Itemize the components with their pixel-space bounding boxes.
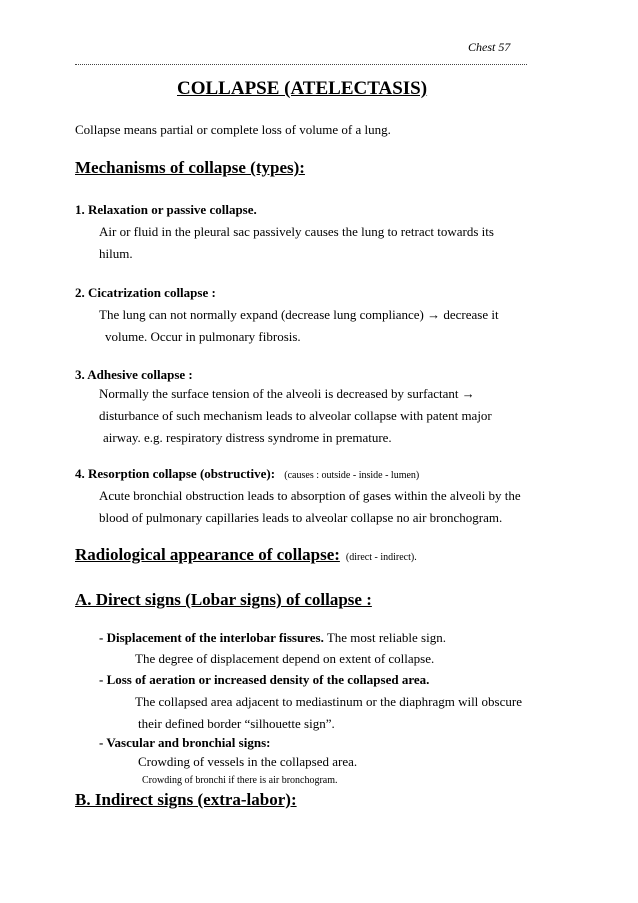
direct-sign-title: - Vascular and bronchial signs: <box>99 735 271 750</box>
intro-text: Collapse means partial or complete loss of volume of a lung. <box>75 122 391 137</box>
mechanism-title-text: 4. Resorption collapse (obstructive): <box>75 466 276 481</box>
mechanism-text: hilum. <box>99 246 133 261</box>
radiological-note: (direct - indirect). <box>345 552 417 563</box>
mechanism-text: disturbance of such mechanism leads to alveolar collapse with patent major <box>99 408 492 423</box>
mechanism-text: Normally the surface tension of the alveoli is decreased by surfactant → <box>99 386 475 401</box>
radiological-heading <box>75 545 417 565</box>
mechanism-title: 1. Relaxation or passive collapse. <box>75 202 257 217</box>
mechanism-text: blood of pulmonary capillaries leads to alveolar collapse no air bronchogram. <box>99 510 503 525</box>
mechanism-title <box>75 466 419 482</box>
mechanism-text: volume. Occur in pulmonary fibrosis. <box>105 329 301 344</box>
page-title: COLLAPSE (ATELECTASIS) <box>177 78 428 99</box>
mechanism-title: 2. Cicatrization collapse : <box>75 285 216 300</box>
direct-sign-title <box>99 630 446 646</box>
mechanism-text: Acute bronchial obstruction leads to absorption of gases within the alveoli by the <box>99 488 521 503</box>
direct-sign-text: The degree of displacement depend on extent of collapse. <box>135 651 435 666</box>
direct-signs-heading: A. Direct signs (Lobar signs) of collapse : <box>75 590 372 609</box>
mechanism-text: airway. e.g. respiratory distress syndrome in premature. <box>103 430 392 445</box>
direct-sign-text: Crowding of vessels in the collapsed area. <box>138 754 358 769</box>
mechanisms-heading: Mechanisms of collapse (types): <box>75 158 305 177</box>
header-divider <box>75 64 527 65</box>
direct-sign-text: their defined border “silhouette sign”. <box>138 716 335 731</box>
page-header-label: Chest 57 <box>468 40 511 54</box>
mechanism-title: 3. Adhesive collapse : <box>75 367 193 382</box>
direct-sign-text: The collapsed area adjacent to mediastinum or the diaphragm will obscure <box>135 694 522 709</box>
direct-sign-title-suffix: The most reliable sign. <box>323 630 446 645</box>
mechanism-note: (causes : outside - inside - lumen) <box>284 470 420 481</box>
mechanism-text: The lung can not normally expand (decrease lung compliance) → decrease it <box>99 307 499 322</box>
direct-sign-text: Crowding of bronchi if there is air bronchogram. <box>142 775 338 786</box>
mechanism-text: Air or fluid in the pleural sac passively causes the lung to retract towards its <box>99 224 494 239</box>
radiological-heading-text: Radiological appearance of collapse: <box>75 545 340 564</box>
direct-sign-title: - Loss of aeration or increased density of the collapsed area. <box>99 672 430 687</box>
indirect-signs-heading: B. Indirect signs (extra-labor): <box>75 790 297 809</box>
direct-sign-title-text: - Displacement of the interlobar fissures. <box>99 630 324 645</box>
